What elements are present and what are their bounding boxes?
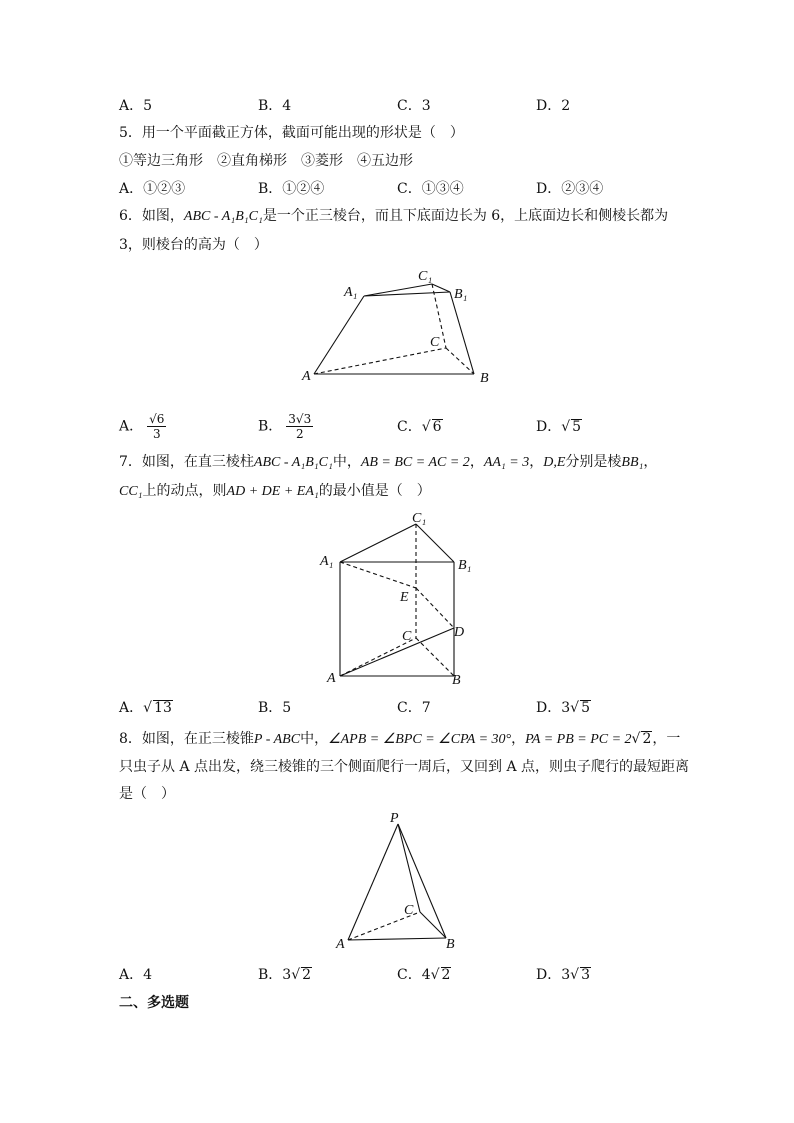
q7-option-a: A．√ 13 (119, 700, 172, 716)
q7-edge-a1c1 (340, 524, 416, 562)
q7-stem-line2: CC₁上的动点，则AD + DE + EA₁的最小值是（ ） (119, 483, 431, 499)
q5-options (119, 178, 679, 198)
q7-label-b1: B₁ (458, 558, 472, 573)
q8-figure (332, 810, 472, 960)
q5-choices: ①等边三角形 ②直角梯形 ③菱形 ④五边形 (119, 153, 413, 169)
q5-option-a: A．①②③ (119, 181, 186, 197)
q7-label-b: B (452, 673, 461, 688)
section-title: 二、多选题 (119, 995, 189, 1011)
q6-option-b: B． $\frac{3√3}{2}$ (258, 412, 312, 441)
q7-edge-cb-hidden (416, 638, 454, 676)
q8-stem-line2: 只虫子从 A 点出发，绕三棱锥的三个侧面爬行一周后，又回到 A 点，则虫子爬行的最短距离 (119, 759, 690, 775)
q8-label-b: B (446, 937, 455, 952)
q8-label-a: A (336, 937, 345, 952)
q6-edge-c1b1 (432, 284, 450, 292)
q5-option-b: B．①②④ (258, 181, 325, 197)
q4-option-a: A．5 (119, 98, 153, 114)
q7-stem: 7．如图，在直三棱柱ABC - A₁B₁C₁中，AB = BC = AC = 2，AA₁ = 3，D,E分别是棱BB₁， (119, 454, 658, 470)
q7-edge-c1b1 (416, 524, 454, 562)
q6-edge-aa1 (314, 296, 364, 374)
q4-option-d: D．2 (536, 98, 571, 114)
q6-stem-prefix: 6．如图， (119, 208, 184, 224)
q6-edge-bb1 (450, 292, 474, 374)
q6-stem (119, 206, 668, 227)
q6-label-b1: B₁ (454, 287, 468, 302)
q6-option-a: A． $\frac{√6}{3}$ (119, 412, 165, 441)
q6-label-c: C (430, 335, 440, 350)
q6-label-a: A (302, 369, 311, 384)
q8-stem-line3: 是（ ） (119, 786, 175, 802)
q7-label-e: E (400, 590, 409, 605)
q6-label-c1: C₁ (418, 269, 433, 284)
q6-label-b: B (480, 371, 489, 386)
q8-option-d: D．3√ 3 (536, 967, 590, 983)
q8-edge-pb (398, 824, 446, 938)
q6-option-a-fraction: $\frac{√6}{3}$ (149, 412, 165, 441)
q7-label-c: C (402, 629, 412, 644)
q7-label-d: D (454, 625, 465, 640)
q7-option-c: C．7 (397, 700, 431, 716)
q7-label-a: A (327, 671, 336, 686)
q6-edge-ac-hidden (314, 348, 446, 374)
q4-option-c: C．3 (397, 98, 431, 114)
q7-option-b: B．5 (258, 700, 292, 716)
q7-path-a1e (340, 562, 416, 588)
q7-label-c1: C₁ (412, 511, 427, 526)
q6-figure (300, 262, 500, 388)
q8-options (119, 964, 679, 984)
q8-stem: 8．如图，在正三棱锥P - ABC中，∠APB = ∠BPC = ∠CPA = 30°，PA = PB = PC = 2√ 2，一 (119, 731, 681, 747)
q5-stem: 5．用一个平面截正方体，截面可能出现的形状是（ ） (119, 125, 464, 141)
q8-option-a: A．4 (119, 967, 153, 983)
q6-option-c: C．√ 6 (397, 419, 442, 435)
q7-path-ed (416, 588, 454, 628)
q8-label-c: C (404, 903, 414, 918)
q7-path-ad (340, 628, 454, 676)
q8-option-c: C．4√ 2 (397, 967, 451, 983)
q7-option-d: D．3√ 5 (536, 700, 590, 716)
q8-option-b: B．3√ 2 (258, 967, 312, 983)
q8-edge-pa (348, 824, 398, 940)
q4-option-b: B．4 (258, 98, 292, 114)
q7-label-a1: A₁ (320, 554, 334, 569)
q5-option-d: D．②③④ (536, 181, 604, 197)
q6-option-b-fraction: $\frac{3√3}{2}$ (288, 412, 312, 441)
q6-label-a1: A₁ (344, 285, 358, 300)
q6-option-d: D．√ 5 (536, 419, 582, 435)
q6-stem-line2: 3，则棱台的高为（ ） (119, 237, 268, 253)
q7-options (119, 697, 679, 717)
q6-stem-rest: 是一个正三棱台，而且下底面边长为 6，上底面边长和侧棱长都为 (262, 208, 669, 224)
q8-edge-cb (420, 912, 446, 938)
q8-edge-ab (348, 938, 446, 940)
q5-option-c: C．①③④ (397, 181, 464, 197)
q6-stem-math: ABC - A₁B₁C₁ (183, 209, 263, 224)
q6-options (119, 404, 679, 440)
q7-figure (318, 510, 478, 690)
q4-options (119, 95, 679, 115)
q8-label-p: P (390, 811, 399, 826)
